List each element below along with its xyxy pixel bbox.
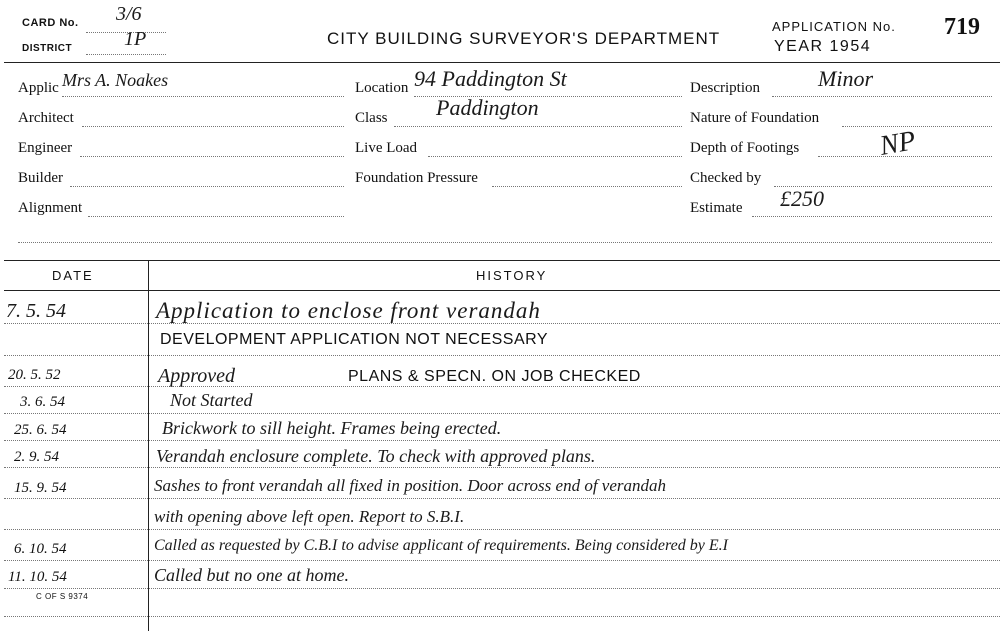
fields-bottom-line — [18, 242, 992, 243]
class-value: Paddington — [436, 95, 539, 120]
row-line — [4, 413, 1000, 414]
history-top-rule — [4, 260, 1000, 261]
history-entry: Sashes to front verandah all fixed in position. Door across end of verandah — [154, 476, 667, 495]
row-line — [4, 616, 1000, 617]
history-date: 20. 5. 52 — [8, 367, 61, 383]
history-entry: Not Started — [170, 390, 253, 410]
row-line — [4, 355, 1000, 356]
header-rule — [4, 62, 1000, 63]
history-date: 7. 5. 54 — [6, 300, 66, 322]
date-column-divider — [148, 260, 149, 631]
applicant-label: Applic — [18, 80, 59, 96]
row-line — [4, 467, 1000, 468]
checked-by-label: Checked by — [690, 170, 762, 186]
live-load-label: Live Load — [355, 140, 418, 156]
live-load-line — [428, 156, 682, 157]
development-stamp: DEVELOPMENT APPLICATION NOT NECESSARY — [160, 331, 549, 348]
history-entry: with opening above left open. Report to S.B.I. — [154, 507, 465, 526]
row-line — [4, 588, 1000, 589]
alignment-line — [88, 216, 344, 217]
applicant-value: Mrs A. Noakes — [62, 70, 169, 90]
estimate-line — [752, 216, 992, 217]
date-column-header: DATE — [52, 268, 94, 283]
history-header-rule — [4, 290, 1000, 291]
history-entry: Called but no one at home. — [154, 565, 349, 585]
row-line — [4, 440, 1000, 441]
history-entry: Application to enclose front verandah — [156, 298, 541, 323]
history-date: 3. 6. 54 — [20, 394, 65, 410]
plans-checked-stamp: PLANS & SPECN. ON JOB CHECKED — [348, 368, 641, 385]
alignment-label: Alignment — [18, 200, 83, 216]
engineer-line — [80, 156, 344, 157]
row-line — [4, 498, 1000, 499]
department-title: CITY BUILDING SURVEYOR'S DEPARTMENT — [327, 29, 721, 48]
history-date: 11. 10. 54 — [8, 569, 67, 585]
class-label: Class — [355, 110, 388, 126]
foundation-pressure-line — [492, 186, 682, 187]
row-line — [4, 560, 1000, 561]
description-value: Minor — [818, 66, 873, 91]
history-date: 15. 9. 54 — [14, 480, 67, 496]
history-entry: Verandah enclosure complete. To check with approved plans. — [156, 446, 596, 466]
history-date: 2. 9. 54 — [14, 449, 59, 465]
application-label: APPLICATION No. — [772, 19, 896, 34]
history-entry: Called as requested by C.B.I to advise applicant of requirements. Being considered by E.I — [154, 537, 728, 554]
builder-line — [70, 186, 344, 187]
form-code: C OF S 9374 — [36, 592, 89, 601]
depth-of-footings-line — [818, 156, 992, 157]
card-no-label: CARD No. — [22, 17, 79, 29]
district-label: DISTRICT — [22, 43, 73, 54]
row-line — [4, 529, 1000, 530]
history-date: 25. 6. 54 — [14, 422, 67, 438]
estimate-label: Estimate — [690, 200, 743, 216]
application-number: 719 — [944, 14, 980, 40]
applicant-line — [62, 96, 344, 97]
architect-label: Architect — [18, 110, 74, 126]
district-value: 1P — [124, 28, 147, 50]
card-no-value: 3/6 — [116, 3, 142, 25]
class-line — [394, 126, 682, 127]
nature-of-foundation-line — [842, 126, 992, 127]
history-date: 6. 10. 54 — [14, 541, 67, 557]
estimate-value: £250 — [780, 186, 824, 211]
history-entry: Brickwork to sill height. Frames being erected. — [162, 418, 502, 438]
district-underline — [86, 54, 166, 55]
history-column-header: HISTORY — [476, 268, 548, 283]
engineer-label: Engineer — [18, 140, 73, 156]
description-line — [772, 96, 992, 97]
depth-of-footings-value: NP — [877, 125, 919, 162]
architect-line — [82, 126, 344, 127]
location-value: 94 Paddington St — [414, 66, 567, 91]
location-label: Location — [355, 80, 409, 96]
description-label: Description — [690, 80, 760, 96]
year-label: YEAR 1954 — [774, 38, 872, 55]
foundation-pressure-label: Foundation Pressure — [355, 170, 478, 186]
row-line — [4, 386, 1000, 387]
builder-label: Builder — [18, 170, 63, 186]
depth-of-footings-label: Depth of Footings — [690, 140, 800, 156]
nature-of-foundation-label: Nature of Foundation — [690, 110, 820, 126]
history-entry: Approved — [158, 365, 236, 387]
